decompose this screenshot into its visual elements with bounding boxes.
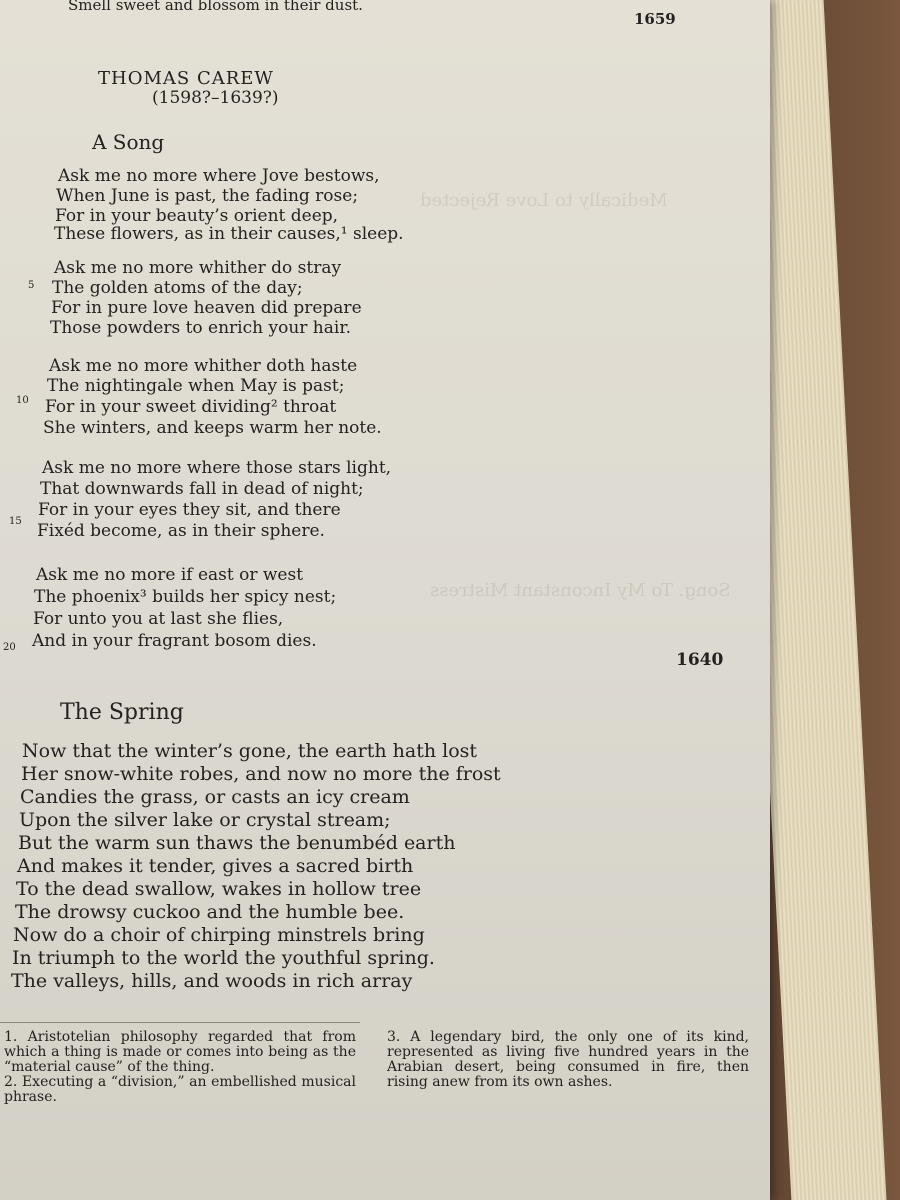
footnotes-left-column [4,1030,356,1105]
poem-line: For in your beauty’s orient deep, [55,206,339,226]
poem-line: Now that the winter’s gone, the earth hath lost [22,740,478,762]
poem-line: For in pure love heaven did prepare [51,298,362,318]
poem-line: To the dead swallow, wakes in hollow tree [16,878,422,900]
author-name: THOMAS CAREW [98,68,274,89]
poem-line: The drowsy cuckoo and the humble bee. [15,901,405,923]
footnotes-right-column [387,1030,749,1090]
poem-line: And in your fragrant bosom dies. [32,631,317,651]
footnote-1: 1. Aristotelian philosophy regarded that from which a thing is made or comes into being as the “material cause” of the thing. [4,1029,356,1075]
poem-line: Her snow-white robes, and now no more the frost [21,763,501,785]
footnote-3: 3. A legendary bird, the only one of its kind, represented as living five hundred years in the Arabian desert, being consumed in fire, then rising anew from its own ashes. [387,1029,749,1090]
line-number-15: 15 [9,516,22,527]
line-number-5: 5 [28,280,35,291]
poem-line: When June is past, the fading rose; [56,186,359,206]
poem-line: Those powders to enrich your hair. [50,318,351,338]
author-dates: (1598?–1639?) [152,88,279,108]
poem-line: The phoenix³ builds her spicy nest; [34,587,337,607]
previous-poem-last-line: Smell sweet and blossom in their dust. [68,0,363,14]
poem-line: Ask me no more whither doth haste [49,356,358,376]
poem-line: Upon the silver lake or crystal stream; [19,809,391,831]
poem-line: For in your eyes they sit, and there [38,500,341,520]
poem-line: She winters, and keeps warm her note. [43,418,382,438]
poem-line: These flowers, as in their causes,¹ sleep. [54,224,404,244]
poem-line: Candies the grass, or casts an icy cream [20,786,410,808]
line-number-10: 10 [16,395,29,406]
poem-line: But the warm sun thaws the benumbéd earth [18,832,456,854]
page-number-top: 1659 [634,10,676,28]
poem-line: The golden atoms of the day; [52,278,303,298]
bleed-through-heading-1: Medically to Love Rejected [420,190,668,211]
footnote-divider [0,1022,360,1023]
page-number-mid: 1640 [676,650,724,670]
poem-title-a-song: A Song [92,130,165,154]
poem-title-the-spring: The Spring [60,700,184,725]
poem-line: Fixéd become, as in their sphere. [37,521,325,541]
poem-line: Ask me no more where those stars light, [42,458,392,478]
poem-line: For in your sweet dividing² throat [45,397,337,417]
poem-line: And makes it tender, gives a sacred birth [17,855,414,877]
poem-line: Ask me no more if east or west [36,565,304,585]
line-number-20: 20 [3,642,16,653]
poem-line: The valleys, hills, and woods in rich array [11,970,413,992]
poem-line: The nightingale when May is past; [47,376,345,396]
poem-line: Now do a choir of chirping minstrels bring [13,924,425,946]
bleed-through-heading-2: Song. To My Inconstant Mistress [430,580,731,601]
footnote-2: 2. Executing a “division,” an embellished musical phrase. [4,1074,356,1105]
poem-line: For unto you at last she flies, [33,609,284,629]
poem-line: In triumph to the world the youthful spring. [12,947,435,969]
poem-line: Ask me no more whither do stray [54,258,342,278]
poem-line: Ask me no more where Jove bestows, [58,166,380,186]
footnotes [4,1030,749,1130]
poem-line: That downwards fall in dead of night; [40,479,364,499]
